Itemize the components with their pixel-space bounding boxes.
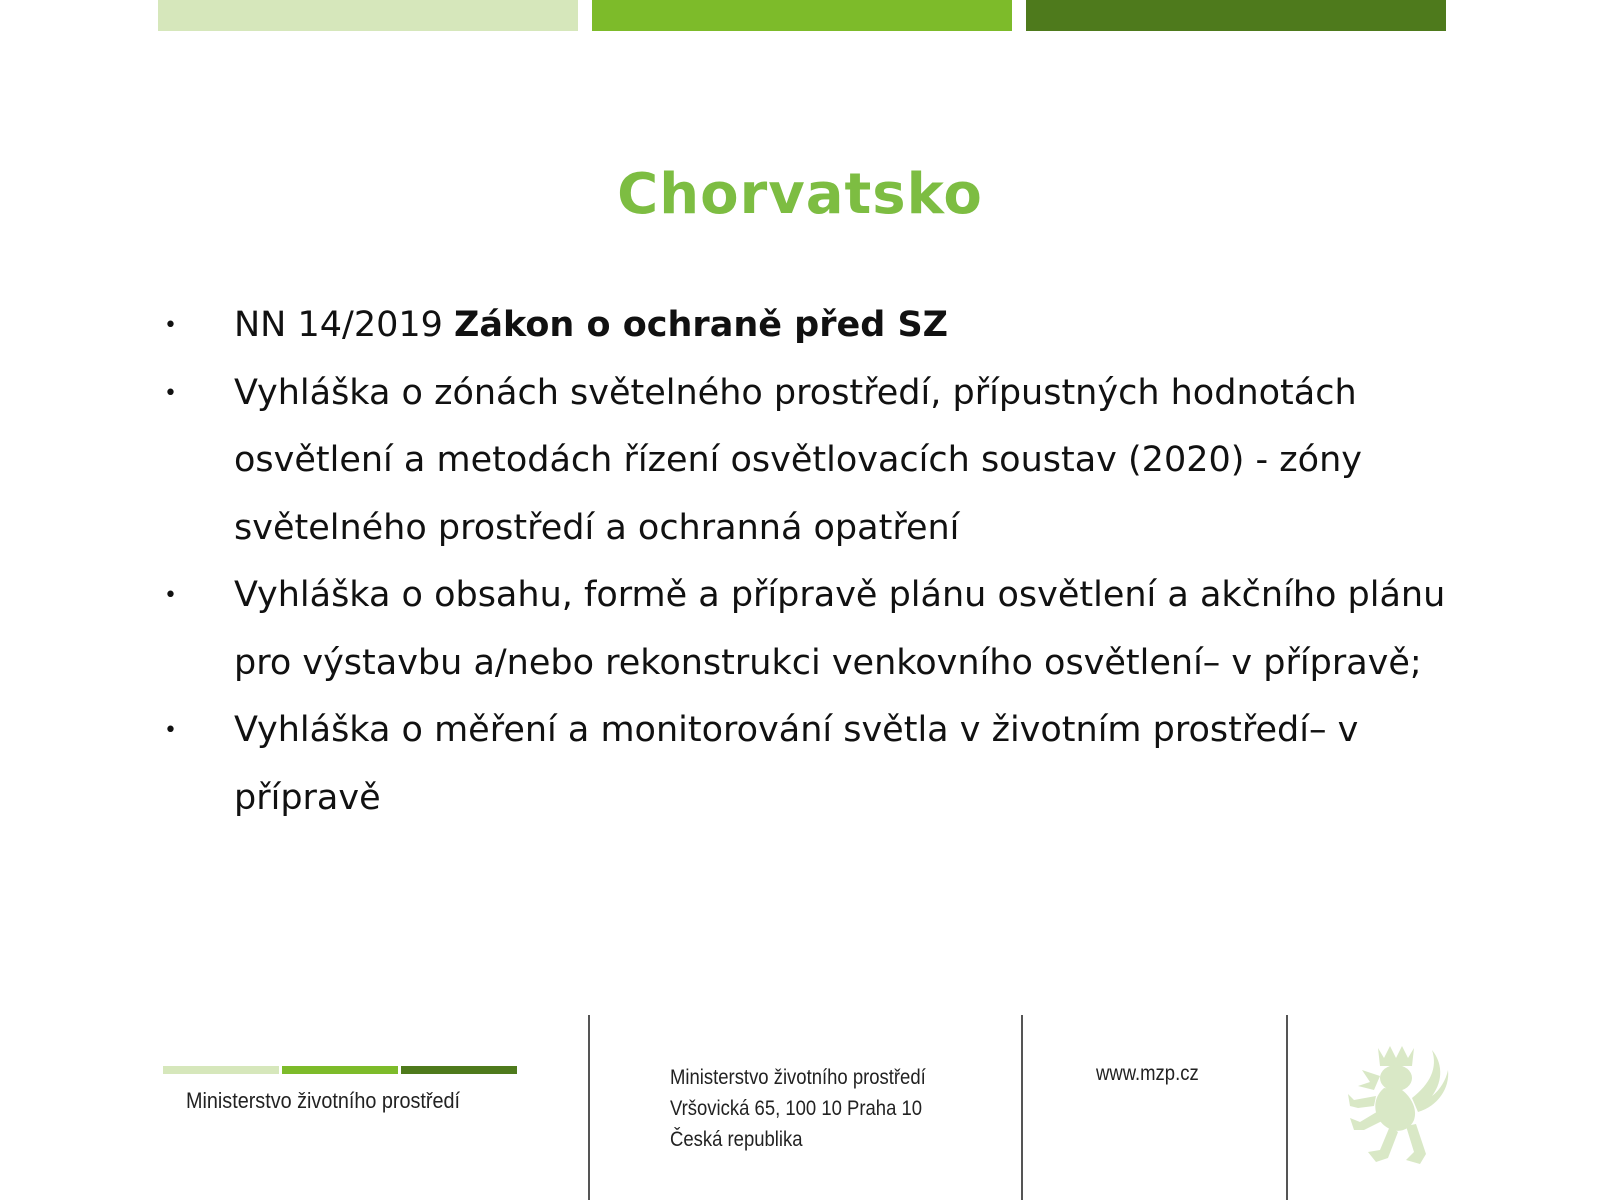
footer-address <box>670 1062 926 1155</box>
bullet-text: Vyhláška o zónách světelného prostředí, přípustných hodnotách osvětlení a metodách řízení osvětlovacích soustav (2020) - zóny světelného prostředí a ochranná opatření <box>234 372 1362 548</box>
bullet-text: Vyhláška o měření a monitorování světla v životním prostředí– v přípravě <box>234 710 1359 818</box>
footer-logo-text: Ministerstvo životního prostředí <box>186 1088 461 1113</box>
footer-divider <box>1021 1015 1023 1200</box>
bullet-item <box>158 360 1448 563</box>
bullet-dot-icon: • <box>164 718 177 743</box>
slide-title: Chorvatsko <box>617 162 983 227</box>
bullet-dot-icon: • <box>164 380 177 406</box>
footer-website-link[interactable]: www.mzp.cz <box>1096 1062 1199 1085</box>
bullet-dot-icon: • <box>164 583 177 608</box>
top-bar-light <box>158 0 578 31</box>
bullet-bold-text: Zákon o ochraně před SZ <box>454 305 949 345</box>
bullet-item <box>158 292 1448 360</box>
footer-logo-bar-mid <box>282 1066 398 1074</box>
top-bar-mid <box>592 0 1012 31</box>
bullet-prefix: NN 14/2019 <box>234 305 455 345</box>
bullet-list <box>158 292 1448 832</box>
footer-logo-bar-light <box>163 1066 279 1074</box>
czech-lion-emblem-icon <box>1340 1040 1452 1175</box>
address-line: Vršovická 65, 100 10 Praha 10 <box>670 1097 923 1120</box>
bullet-text: Vyhláška o obsahu, formě a přípravě plánu osvětlení a akčního plánu pro výstavbu a/nebo rekonstrukci venkovního osvětlení– v přípravě; <box>234 575 1446 683</box>
address-line: Česká republika <box>670 1128 803 1151</box>
footer-divider <box>1286 1015 1288 1200</box>
footer-divider <box>588 1015 590 1200</box>
top-bar-dark <box>1026 0 1446 31</box>
bullet-item <box>158 562 1448 697</box>
address-line: Ministerstvo životního prostředí <box>670 1066 926 1089</box>
bullet-item <box>158 697 1448 832</box>
bullet-dot-icon: • <box>164 313 177 338</box>
footer-logo-bar-dark <box>401 1066 517 1074</box>
